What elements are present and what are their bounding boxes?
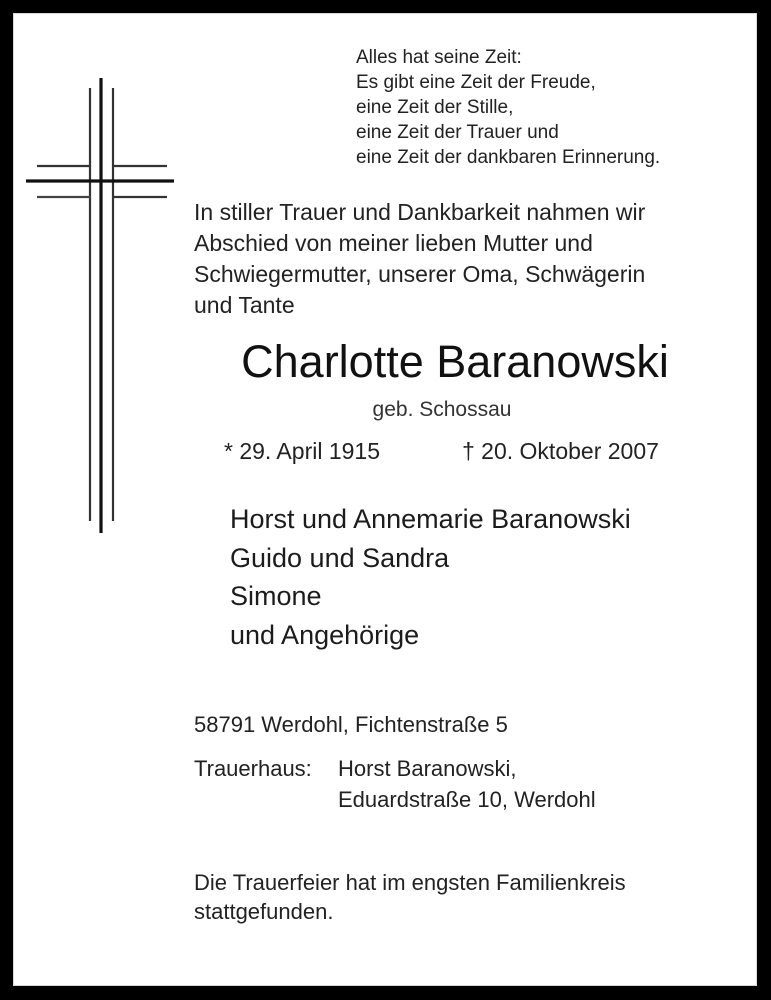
family-list [230,500,631,654]
family-address: 58791 Werdohl, Fichtenstraße 5 [194,712,508,737]
intro-line: In stiller Trauer und Dankbarkeit nahmen wir [194,199,646,225]
maiden-name: geb. Schossau [372,398,512,421]
poem-line: eine Zeit der Stille, [356,97,514,118]
house-of-mourning-label: Trauerhaus: [194,756,312,781]
cross-icon [0,0,200,560]
poem-line: Es gibt eine Zeit der Freude, [356,72,596,93]
intro-line: Schwiegermutter, unserer Oma, Schwägerin [194,261,646,287]
intro-line: und Tante [194,292,295,318]
house-of-mourning-name: Horst Baranowski, [338,756,517,781]
family-member: Horst und Annemarie Baranowski [230,504,631,534]
poem-line: Alles hat seine Zeit: [356,47,522,68]
death-date: † 20. Oktober 2007 [462,438,659,464]
intro-text [194,197,645,321]
family-member: Simone [230,581,322,611]
family-member: Guido und Sandra [230,542,450,573]
closing-line: Die Trauerfeier hat im engsten Familienkreis [194,870,626,895]
house-of-mourning-address: Eduardstraße 10, Werdohl [338,787,596,812]
family-member: und Angehörige [230,619,420,650]
poem-line: eine Zeit der dankbaren Erinnerung. [356,147,661,168]
poem-line: eine Zeit der Trauer und [356,122,559,143]
closing-text [194,868,626,926]
intro-line: Abschied von meiner lieben Mutter und [194,230,593,256]
poem [356,45,660,170]
birth-date: * 29. April 1915 [224,438,381,464]
deceased-name: Charlotte Baranowski [241,336,669,387]
closing-line: stattgefunden. [194,899,334,924]
